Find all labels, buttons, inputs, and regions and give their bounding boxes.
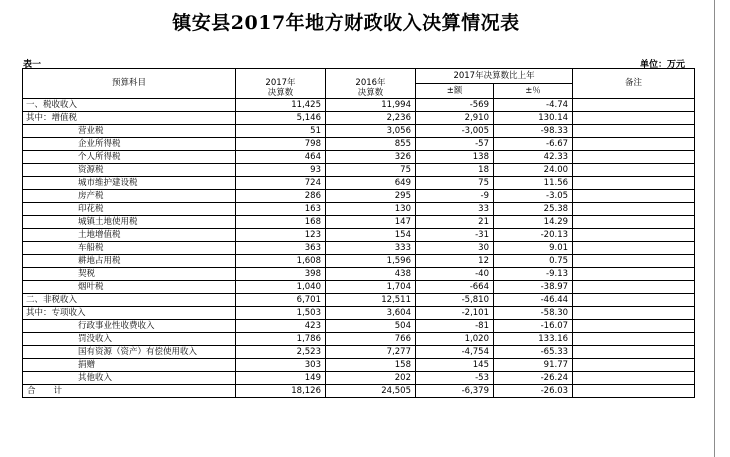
row-2016-value: 11,994: [326, 99, 416, 112]
row-subject: 合计: [23, 385, 236, 398]
row-remarks: [573, 333, 695, 346]
row-2017-value: 123: [236, 229, 326, 242]
row-subject: 行政事业性收费收入: [23, 320, 236, 333]
row-2017-value: 286: [236, 190, 326, 203]
row-remarks: [573, 216, 695, 229]
unit-label: 单位：万元: [639, 60, 685, 70]
row-remarks: [573, 346, 695, 359]
row-change-amount: -664: [416, 281, 494, 294]
row-change-amount: 145: [416, 359, 494, 372]
row-2017-value: 798: [236, 138, 326, 151]
row-remarks: [573, 229, 695, 242]
row-change-pct: 24.00: [494, 164, 573, 177]
row-change-pct: -4.74: [494, 99, 573, 112]
row-2017-value: 1,503: [236, 307, 326, 320]
row-subject: 印花税: [23, 203, 236, 216]
table-row: [23, 229, 695, 242]
row-2016-value: 147: [326, 216, 416, 229]
row-change-pct: -20.13: [494, 229, 573, 242]
row-subject: 契税: [23, 268, 236, 281]
row-subject: 资源税: [23, 164, 236, 177]
row-change-pct: -9.13: [494, 268, 573, 281]
row-subject: 营业税: [23, 125, 236, 138]
row-change-amount: -31: [416, 229, 494, 242]
row-change-amount: 1,020: [416, 333, 494, 346]
row-2016-value: 202: [326, 372, 416, 385]
table-row: [23, 372, 695, 385]
table-row: [23, 346, 695, 359]
row-remarks: [573, 268, 695, 281]
row-change-pct: -16.07: [494, 320, 573, 333]
row-change-amount: 12: [416, 255, 494, 268]
row-subject: 其中：增值税: [23, 112, 236, 125]
header-2017: [236, 69, 326, 99]
row-change-pct: -65.33: [494, 346, 573, 359]
row-remarks: [573, 99, 695, 112]
row-subject: 城镇土地使用税: [23, 216, 236, 229]
row-subject: 个人所得税: [23, 151, 236, 164]
row-change-amount: -3,005: [416, 125, 494, 138]
row-change-amount: 18: [416, 164, 494, 177]
table-row: [23, 333, 695, 346]
row-2017-value: 163: [236, 203, 326, 216]
row-2017-value: 464: [236, 151, 326, 164]
page-title: 镇安县2017年地方财政收入决算情况表: [172, 12, 520, 34]
row-change-pct: 25.38: [494, 203, 573, 216]
row-remarks: [573, 255, 695, 268]
row-change-pct: 14.29: [494, 216, 573, 229]
row-remarks: [573, 151, 695, 164]
row-change-pct: -6.67: [494, 138, 573, 151]
row-subject: 耕地占用税: [23, 255, 236, 268]
row-2016-value: 12,511: [326, 294, 416, 307]
table-row: [23, 216, 695, 229]
table-row: [23, 190, 695, 203]
row-2016-value: 1,596: [326, 255, 416, 268]
row-remarks: [573, 281, 695, 294]
row-2016-value: 24,505: [326, 385, 416, 398]
row-remarks: [573, 359, 695, 372]
row-subject: 国有资源（资产）有偿使用收入: [23, 346, 236, 359]
row-change-pct: 11.56: [494, 177, 573, 190]
row-2017-value: 303: [236, 359, 326, 372]
row-subject: 捐赠: [23, 359, 236, 372]
row-change-amount: -57: [416, 138, 494, 151]
header-subject: 预算科目: [23, 69, 236, 99]
row-remarks: [573, 385, 695, 398]
revenue-table: [22, 68, 695, 398]
row-remarks: [573, 242, 695, 255]
header-2017-text: 2017年 决算数: [265, 77, 296, 98]
row-remarks: [573, 203, 695, 216]
table-header: [23, 69, 695, 99]
header-change-amount: ±额: [416, 84, 494, 99]
row-2016-value: 438: [326, 268, 416, 281]
row-change-pct: -3.05: [494, 190, 573, 203]
row-subject: 土地增值税: [23, 229, 236, 242]
row-remarks: [573, 190, 695, 203]
row-2016-value: 154: [326, 229, 416, 242]
row-subject: 房产税: [23, 190, 236, 203]
row-change-pct: 0.75: [494, 255, 573, 268]
row-2017-value: 398: [236, 268, 326, 281]
row-change-pct: 133.16: [494, 333, 573, 346]
row-remarks: [573, 125, 695, 138]
row-2016-value: 7,277: [326, 346, 416, 359]
row-subject: 烟叶税: [23, 281, 236, 294]
row-remarks: [573, 307, 695, 320]
row-change-pct: 130.14: [494, 112, 573, 125]
row-2017-value: 168: [236, 216, 326, 229]
table-row: [23, 203, 695, 216]
table-row: [23, 255, 695, 268]
row-subject: 一、税收收入: [23, 99, 236, 112]
row-change-pct: -98.33: [494, 125, 573, 138]
row-change-amount: -569: [416, 99, 494, 112]
row-change-amount: 21: [416, 216, 494, 229]
row-remarks: [573, 372, 695, 385]
row-change-amount: 138: [416, 151, 494, 164]
row-2016-value: 158: [326, 359, 416, 372]
table-row: [23, 320, 695, 333]
row-2017-value: 18,126: [236, 385, 326, 398]
row-2017-value: 149: [236, 372, 326, 385]
row-2016-value: 1,704: [326, 281, 416, 294]
row-2017-value: 2,523: [236, 346, 326, 359]
row-change-pct: 42.33: [494, 151, 573, 164]
row-remarks: [573, 138, 695, 151]
page-edge-divider: [714, 0, 715, 457]
row-change-pct: 91.77: [494, 359, 573, 372]
table-row: [23, 164, 695, 177]
row-2017-value: 5,146: [236, 112, 326, 125]
row-change-amount: -40: [416, 268, 494, 281]
row-change-amount: -53: [416, 372, 494, 385]
row-2016-value: 649: [326, 177, 416, 190]
row-2016-value: 333: [326, 242, 416, 255]
row-2017-value: 51: [236, 125, 326, 138]
table-row: [23, 99, 695, 112]
row-change-amount: 75: [416, 177, 494, 190]
row-2017-value: 1,040: [236, 281, 326, 294]
row-change-pct: -58.30: [494, 307, 573, 320]
row-subject: 罚没收入: [23, 333, 236, 346]
row-2016-value: 2,236: [326, 112, 416, 125]
row-2017-value: 363: [236, 242, 326, 255]
row-change-pct: -26.24: [494, 372, 573, 385]
table-row: [23, 112, 695, 125]
row-2017-value: 11,425: [236, 99, 326, 112]
table-body: [23, 99, 695, 398]
row-2016-value: 3,056: [326, 125, 416, 138]
row-2016-value: 855: [326, 138, 416, 151]
table-row: [23, 125, 695, 138]
row-2017-value: 724: [236, 177, 326, 190]
table-row: [23, 385, 695, 398]
row-2016-value: 3,604: [326, 307, 416, 320]
header-compare-group: 2017年决算数比上年: [416, 69, 573, 84]
row-subject: 其他收入: [23, 372, 236, 385]
header-2016-text: 2016年 决算数: [355, 77, 386, 98]
row-2016-value: 766: [326, 333, 416, 346]
row-change-amount: 33: [416, 203, 494, 216]
row-change-amount: -4,754: [416, 346, 494, 359]
row-2016-value: 295: [326, 190, 416, 203]
row-2017-value: 6,701: [236, 294, 326, 307]
row-subject: 城市维护建设税: [23, 177, 236, 190]
row-change-amount: -6,379: [416, 385, 494, 398]
row-change-pct: -46.44: [494, 294, 573, 307]
row-remarks: [573, 112, 695, 125]
row-change-amount: -81: [416, 320, 494, 333]
table-row: [23, 268, 695, 281]
header-2016: [326, 69, 416, 99]
row-subject: 其中：专项收入: [23, 307, 236, 320]
row-remarks: [573, 177, 695, 190]
table-row: [23, 242, 695, 255]
row-change-amount: -2,101: [416, 307, 494, 320]
row-change-amount: 30: [416, 242, 494, 255]
header-remarks: 备注: [573, 69, 695, 99]
row-remarks: [573, 320, 695, 333]
row-remarks: [573, 164, 695, 177]
row-change-pct: 9.01: [494, 242, 573, 255]
row-change-amount: 2,910: [416, 112, 494, 125]
row-change-amount: -9: [416, 190, 494, 203]
table-label: 表一: [23, 60, 42, 70]
row-subject: 二、非税收入: [23, 294, 236, 307]
row-2017-value: 93: [236, 164, 326, 177]
row-2016-value: 504: [326, 320, 416, 333]
row-2016-value: 326: [326, 151, 416, 164]
table-row: [23, 307, 695, 320]
row-subject: 车船税: [23, 242, 236, 255]
row-2017-value: 423: [236, 320, 326, 333]
table-row: [23, 138, 695, 151]
row-change-pct: -26.03: [494, 385, 573, 398]
row-subject: 企业所得税: [23, 138, 236, 151]
table-row: [23, 151, 695, 164]
row-remarks: [573, 294, 695, 307]
table-row: [23, 294, 695, 307]
table-row: [23, 177, 695, 190]
row-change-amount: -5,810: [416, 294, 494, 307]
row-2016-value: 130: [326, 203, 416, 216]
row-2017-value: 1,608: [236, 255, 326, 268]
table-row: [23, 359, 695, 372]
row-2016-value: 75: [326, 164, 416, 177]
row-change-pct: -38.97: [494, 281, 573, 294]
row-2017-value: 1,786: [236, 333, 326, 346]
header-change-pct: ±％: [494, 84, 573, 99]
table-row: [23, 281, 695, 294]
